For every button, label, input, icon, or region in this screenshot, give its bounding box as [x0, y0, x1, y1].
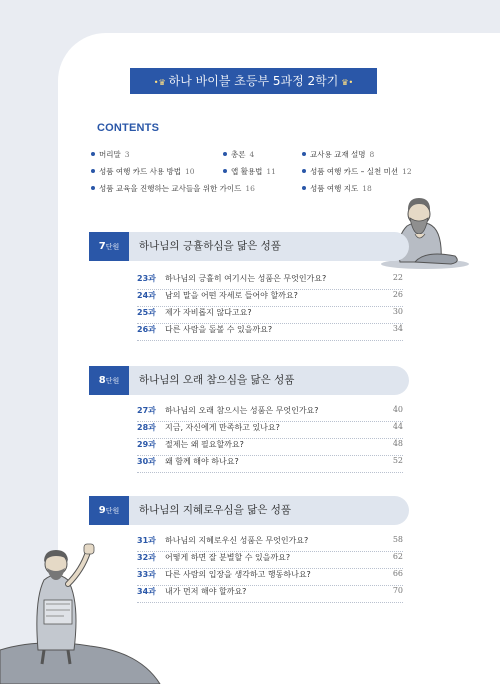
contents-item[interactable]: 성품 교육을 진행하는 교사들을 위한 가이드 16 — [91, 183, 255, 194]
book-title: 하나 바이블 초등부 5과정 2학기 — [168, 74, 339, 88]
contents-item[interactable]: 앱 활용법 11 — [223, 166, 276, 177]
unit-badge: 8단원 — [89, 366, 129, 395]
book-title-banner — [130, 68, 377, 94]
standing-man-illustration — [0, 530, 170, 684]
lesson-row[interactable]: 24과 남의 말을 어떤 자세로 들어야 할까요? 26 — [137, 288, 403, 307]
unit-title: 하나님의 지혜로우심을 닮은 성품 — [139, 504, 292, 516]
contents-item[interactable]: 성품 여행 카드 – 실천 미션 12 — [302, 166, 412, 177]
lesson-row[interactable]: 26과 다른 사람을 돌볼 수 있을까요? 34 — [137, 322, 403, 341]
lesson-row[interactable]: 25과 제가 자비롭지 않다고요? 30 — [137, 305, 403, 324]
lesson-row[interactable]: 27과 하나님의 오래 참으시는 성품은 무엇인가요? 40 — [137, 403, 403, 422]
contents-heading: CONTENTS — [97, 122, 160, 134]
lesson-row[interactable]: 34과 내가 먼저 해야 할까요? 70 — [137, 584, 403, 603]
crown-ornament-icon: ♛• — [341, 78, 354, 87]
lesson-row[interactable]: 28과 지금, 자신에게 만족하고 있나요? 44 — [137, 420, 403, 439]
unit-title: 하나님의 오래 참으심을 닮은 성품 — [139, 374, 295, 386]
unit-badge: 7단원 — [89, 232, 129, 261]
lesson-row[interactable]: 33과 다른 사람의 입장을 생각하고 행동하나요? 66 — [137, 567, 403, 586]
lesson-row[interactable]: 30과 왜 함께 해야 하나요? 52 — [137, 454, 403, 473]
bullet-icon — [91, 186, 95, 190]
contents-item[interactable]: 성품 여행 지도 18 — [302, 183, 372, 194]
contents-item[interactable]: 총론 4 — [223, 149, 254, 160]
lesson-row[interactable]: 23과 하나님의 긍휼히 여기시는 성품은 무엇인가요? 22 — [137, 271, 403, 290]
lesson-row[interactable]: 32과 어떻게 하면 잘 분별할 수 있을까요? 62 — [137, 550, 403, 569]
unit-title: 하나님의 긍휼하심을 닮은 성품 — [139, 240, 281, 252]
unit-9-header[interactable] — [89, 496, 409, 525]
bullet-icon — [302, 186, 306, 190]
contents-item[interactable]: 머리말 3 — [91, 149, 130, 160]
contents-item[interactable]: 교사용 교재 설명 8 — [302, 149, 374, 160]
bullet-icon — [91, 152, 95, 156]
bullet-icon — [302, 169, 306, 173]
lesson-row[interactable]: 31과 하나님의 지혜로우신 성품은 무엇인가요? 58 — [137, 533, 403, 552]
unit-7-header[interactable] — [89, 232, 409, 261]
bullet-icon — [302, 152, 306, 156]
crown-ornament-icon: •♛ — [153, 78, 166, 87]
unit-8-header[interactable] — [89, 366, 409, 395]
bullet-icon — [91, 169, 95, 173]
bullet-icon — [223, 169, 227, 173]
unit-badge: 9단원 — [89, 496, 129, 525]
lesson-row[interactable]: 29과 절제는 왜 필요할까요? 48 — [137, 437, 403, 456]
bullet-icon — [223, 152, 227, 156]
contents-item[interactable]: 성품 여행 카드 사용 방법 10 — [91, 166, 195, 177]
